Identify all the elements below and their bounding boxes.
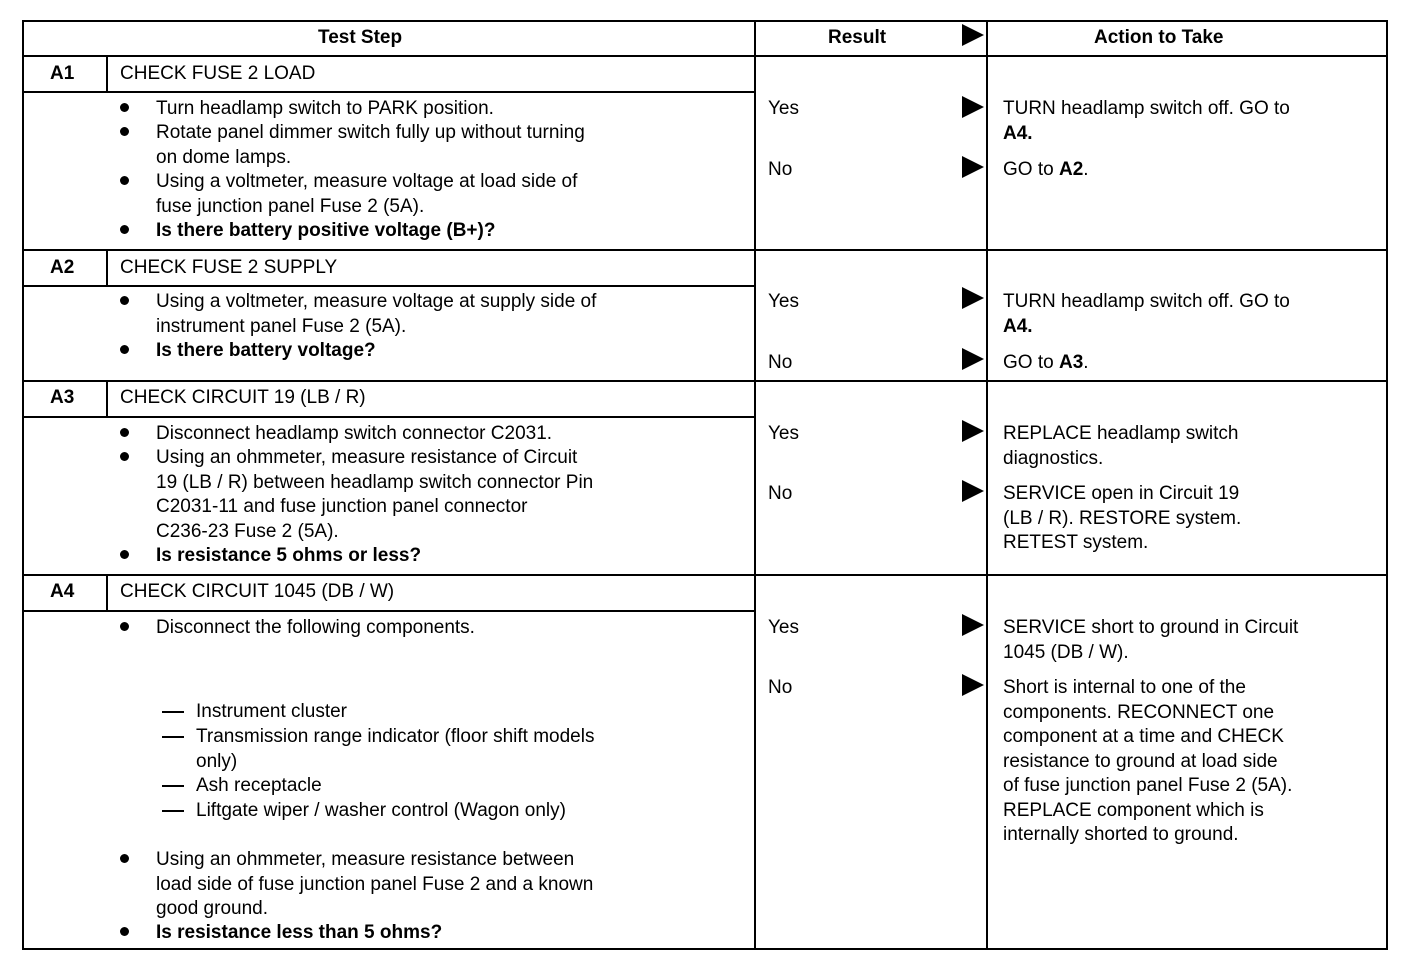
a4-component-4: Liftgate wiper / washer control (Wagon only) <box>196 800 566 821</box>
a2-result-no: No <box>768 352 793 373</box>
bullet-icon <box>120 927 129 936</box>
a4-bullet-2: Using an ohmmeter, measure resistance between load side of fuse junction panel Fuse 2 and a known good ground. <box>156 849 594 919</box>
a4-component-2: Transmission range indicator (floor shift models only) <box>196 726 595 772</box>
table-left-border <box>22 20 24 950</box>
a3-bullet-2: Using an ohmmeter, measure resistance of Circuit 19 (LB / R) between headlamp switch connector Pin C2031-11 and fuse junction panel connector C236-23 Fuse 2 (5A). <box>156 447 594 542</box>
arrow-icon <box>962 156 984 178</box>
step-id-a4: A4 <box>50 581 75 602</box>
step-title-a4: CHECK CIRCUIT 1045 (DB / W) <box>120 581 395 602</box>
step-id-a3: A3 <box>50 387 75 408</box>
result-action-divider <box>986 20 988 950</box>
row-a2-a3-divider <box>22 380 1388 382</box>
arrow-icon <box>962 420 984 442</box>
arrow-icon <box>962 287 984 309</box>
a2-bullet-1: Using a voltmeter, measure voltage at supply side of instrument panel Fuse 2 (5A). <box>156 291 597 337</box>
step-title-a3: CHECK CIRCUIT 19 (LB / R) <box>120 387 366 408</box>
step-id-a2: A2 <box>50 257 75 278</box>
header-result: Result <box>828 27 887 48</box>
a3-question: Is resistance 5 ohms or less? <box>156 545 422 566</box>
test-step-result-divider <box>754 20 756 950</box>
a1-action-yes: TURN headlamp switch off. GO to A4. <box>1003 98 1290 144</box>
a1-result-no: No <box>768 159 793 180</box>
a3-result-no: No <box>768 483 793 504</box>
a2-action-yes: TURN headlamp switch off. GO to A4. <box>1003 291 1290 337</box>
dash-icon <box>162 810 184 812</box>
bullet-icon <box>120 854 129 863</box>
a1-id-divider <box>106 57 108 93</box>
a2-action-no: GO to A3. <box>1003 352 1089 373</box>
header-action: Action to Take <box>1094 27 1224 48</box>
a4-action-yes: SERVICE short to ground in Circuit 1045 (DB / W). <box>1003 617 1299 663</box>
bullet-icon <box>120 428 129 437</box>
a3-title-underline <box>22 416 754 418</box>
a2-question: Is there battery voltage? <box>156 340 376 361</box>
table-top-border <box>22 20 1388 22</box>
a4-component-1: Instrument cluster <box>196 701 347 722</box>
a3-action-no: SERVICE open in Circuit 19 (LB / R). RESTORE system. RETEST system. <box>1003 483 1242 553</box>
bullet-icon <box>120 550 129 559</box>
dash-icon <box>162 736 184 738</box>
a3-id-divider <box>106 382 108 418</box>
arrow-icon <box>962 614 984 636</box>
a4-result-no: No <box>768 677 793 698</box>
header-bottom-border <box>22 55 1388 57</box>
a4-component-3: Ash receptacle <box>196 775 322 796</box>
a4-id-divider <box>106 576 108 612</box>
a1-bullet-2: Rotate panel dimmer switch fully up without turning on dome lamps. <box>156 122 585 168</box>
a1-bullet-1: Turn headlamp switch to PARK position. <box>156 98 494 119</box>
a1-bullet-3: Using a voltmeter, measure voltage at load side of fuse junction panel Fuse 2 (5A). <box>156 171 578 217</box>
bullet-icon <box>120 225 129 234</box>
a3-bullet-1: Disconnect headlamp switch connector C2031. <box>156 423 553 444</box>
dash-icon <box>162 785 184 787</box>
a1-title-underline <box>22 91 754 93</box>
a4-bullet-1: Disconnect the following components. <box>156 617 475 638</box>
a4-title-underline <box>22 610 754 612</box>
bullet-icon <box>120 296 129 305</box>
step-id-a1: A1 <box>50 63 75 84</box>
row-a1-a2-divider <box>22 249 1388 251</box>
header-test-step: Test Step <box>318 27 403 48</box>
arrow-icon <box>962 674 984 696</box>
table-bottom-border <box>22 948 1388 950</box>
a2-title-underline <box>22 285 754 287</box>
bullet-icon <box>120 622 129 631</box>
bullet-icon <box>120 345 129 354</box>
a4-result-yes: Yes <box>768 617 799 638</box>
step-title-a1: CHECK FUSE 2 LOAD <box>120 63 316 84</box>
bullet-icon <box>120 176 129 185</box>
a1-result-yes: Yes <box>768 98 799 119</box>
arrow-icon <box>962 480 984 502</box>
a1-action-no: GO to A2. <box>1003 159 1089 180</box>
a2-id-divider <box>106 251 108 287</box>
a3-action-yes: REPLACE headlamp switch diagnostics. <box>1003 423 1239 469</box>
bullet-icon <box>120 127 129 136</box>
arrow-icon <box>962 96 984 118</box>
table-right-border <box>1386 20 1388 950</box>
dash-icon <box>162 711 184 713</box>
row-a3-a4-divider <box>22 574 1388 576</box>
bullet-icon <box>120 103 129 112</box>
step-title-a2: CHECK FUSE 2 SUPPLY <box>120 257 338 278</box>
bullet-icon <box>120 452 129 461</box>
a4-action-no: Short is internal to one of the components. RECONNECT one component at a time and CHECK resistance to ground at load side of fuse junction panel Fuse 2 (5A). REPLACE component which is internally shorted to ground. <box>1003 677 1293 845</box>
a2-result-yes: Yes <box>768 291 799 312</box>
a1-question: Is there battery positive voltage (B+)? <box>156 220 496 241</box>
a3-result-yes: Yes <box>768 423 799 444</box>
arrow-icon <box>962 348 984 370</box>
a4-question: Is resistance less than 5 ohms? <box>156 922 443 943</box>
header-arrow-icon <box>962 24 984 46</box>
